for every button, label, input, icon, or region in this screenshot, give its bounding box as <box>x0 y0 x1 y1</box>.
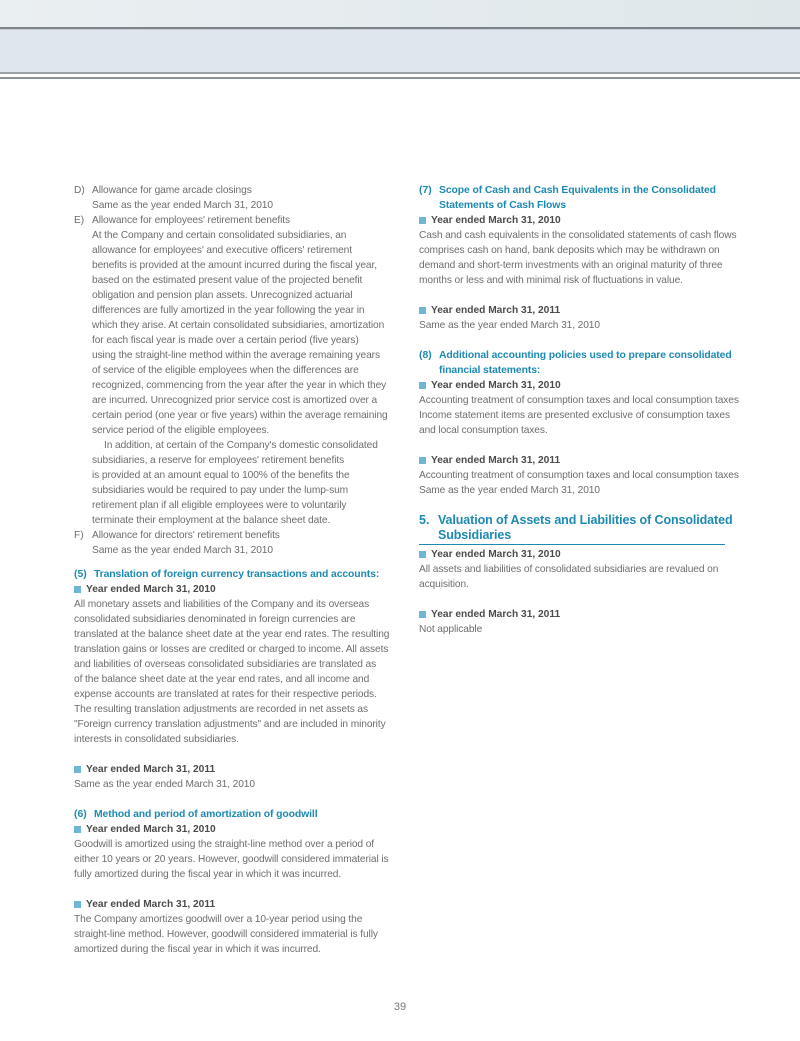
text-line: based on the estimated present value of the projected benefit <box>92 275 363 286</box>
text-line: All monetary assets and liabilities of the Company and its overseas <box>74 599 370 610</box>
header-rule <box>0 72 800 74</box>
text-line: "Foreign currency translation adjustments" and are included in minority <box>74 719 386 730</box>
year-subheading <box>74 762 394 777</box>
text-line: obligation and pension plan assets. Unrecognized actuarial <box>92 290 353 301</box>
item-title: Allowance for game arcade closings <box>92 185 252 196</box>
text-line: benefits is provided at the amount incurred during the fiscal year, <box>92 260 377 271</box>
text-line: Same as the year ended March 31, 2010 <box>419 320 600 331</box>
year-subheading <box>419 378 729 393</box>
year-label: Year ended March 31, 2011 <box>431 305 561 316</box>
year-subheading <box>419 547 729 562</box>
year-label: Year ended March 31, 2010 <box>86 824 216 835</box>
left-column <box>74 183 394 957</box>
text-line: retirement plan if all eligible employees were to voluntarily <box>92 500 347 511</box>
text-line: of the balance sheet date at the year end rates, and all income and <box>74 674 370 685</box>
heading-title: financial statements: <box>439 365 541 376</box>
text-line: In addition, at certain of the Company's domestic consolidated <box>104 440 378 451</box>
text-line: recognized, commencing from the year after the year in which they <box>92 380 387 391</box>
text-line: interests in consolidated subsidiaries. <box>74 734 239 745</box>
year-subheading <box>419 213 729 228</box>
year-subheading <box>74 897 394 912</box>
year-label: Year ended March 31, 2010 <box>431 215 561 226</box>
text-line: Same as the year ended March 31, 2010 <box>74 779 255 790</box>
text-line: service period of the eligible employees. <box>92 425 270 436</box>
text-line: expense accounts are translated at rates for their respective periods. <box>74 689 377 700</box>
heading-title: Additional accounting policies used to prepare consolidated <box>439 350 732 361</box>
text-line: fully amortized during the fiscal year in which it was incurred. <box>74 869 342 880</box>
square-bullet-icon <box>74 826 81 833</box>
text-line: The resulting translation adjustments are recorded in net assets as <box>74 704 368 715</box>
year-subheading <box>74 582 394 597</box>
text-line: Goodwill is amortized using the straight-line method over a period of <box>74 839 375 850</box>
header-top-band <box>0 0 800 27</box>
section-heading-6 <box>74 807 394 822</box>
text-line: months or less and with minimal risk of fluctuations in value. <box>419 275 683 286</box>
text-line: Not applicable <box>419 624 483 635</box>
heading-number: 5. <box>419 513 430 527</box>
heading-number: (6) <box>74 809 87 820</box>
text-line: acquisition. <box>419 579 469 590</box>
heading-title: Valuation of Assets and Liabilities of Consolidated <box>438 513 733 527</box>
item-body: Same as the year ended March 31, 2010 <box>92 545 273 556</box>
square-bullet-icon <box>419 307 426 314</box>
square-bullet-icon <box>74 586 81 593</box>
text-line: All assets and liabilities of consolidated subsidiaries are revalued on <box>419 564 719 575</box>
section-heading-7 <box>419 183 729 213</box>
text-line: Accounting treatment of consumption taxes and local consumption taxes <box>419 395 739 406</box>
text-line: and liabilities of overseas consolidated subsidiaries are translated as <box>74 659 377 670</box>
square-bullet-icon <box>419 551 426 558</box>
text-line: comprises cash on hand, bank deposits which may be withdrawn on <box>419 245 720 256</box>
text-line: translation gains or losses are credited or charged to income. All assets <box>74 644 389 655</box>
header-rule <box>0 77 800 79</box>
text-line: of service of the eligible employees when the differences are <box>92 365 359 376</box>
text-line: The Company amortizes goodwill over a 10-year period using the <box>74 914 363 925</box>
text-line: certain period (one year or five years) within the average remaining <box>92 410 388 421</box>
text-line: for each fiscal year is made over a certain period (five years) <box>92 335 359 346</box>
item-e <box>74 213 394 528</box>
text-line: Same as the year ended March 31, 2010 <box>419 485 600 496</box>
heading-number: (5) <box>74 569 87 580</box>
text-line: terminate their employment at the balance sheet date. <box>92 515 331 526</box>
square-bullet-icon <box>419 217 426 224</box>
text-line: which they arise. At certain consolidated subsidiaries, amortization <box>92 320 385 331</box>
text-line: differences are fully amortized in the year following the year in <box>92 305 365 316</box>
year-label: Year ended March 31, 2010 <box>431 380 561 391</box>
item-title: Allowance for employees' retirement benefits <box>92 215 290 226</box>
text-line: allowance for employees' and executive officers' retirement <box>92 245 352 256</box>
section-title-valuation <box>419 513 733 545</box>
item-body: Same as the year ended March 31, 2010 <box>92 200 273 211</box>
text-line: consolidated subsidiaries denominated in foreign currencies are <box>74 614 356 625</box>
section-heading-8 <box>419 348 732 378</box>
year-label: Year ended March 31, 2011 <box>86 899 216 910</box>
text-line: subsidiaries would be required to pay under the lump-sum <box>92 485 349 496</box>
square-bullet-icon <box>419 457 426 464</box>
text-line: using the straight-line method within the average remaining years <box>92 350 380 361</box>
text-line: Accounting treatment of consumption taxes and local consumption taxes <box>419 470 739 481</box>
year-label: Year ended March 31, 2010 <box>86 584 216 595</box>
heading-number: (7) <box>419 185 432 196</box>
text-line: Income statement items are presented exclusive of consumption taxes <box>419 410 730 421</box>
square-bullet-icon <box>74 901 81 908</box>
text-line: At the Company and certain consolidated subsidiaries, an <box>92 230 347 241</box>
text-line: and local consumption taxes. <box>419 425 548 436</box>
year-label: Year ended March 31, 2011 <box>86 764 216 775</box>
text-line: translated at the balance sheet date at the year end rates. The resulting <box>74 629 390 640</box>
heading-title: Subsidiaries <box>438 528 512 542</box>
year-subheading <box>419 607 729 622</box>
item-d <box>74 183 394 213</box>
year-subheading <box>419 453 729 468</box>
year-label: Year ended March 31, 2011 <box>431 455 561 466</box>
text-line: are incurred. Unrecognized prior service cost is amortized over a <box>92 395 378 406</box>
item-mark: E) <box>74 215 85 226</box>
text-line: subsidiaries, a reserve for employees' retirement benefits <box>92 455 345 466</box>
header-band <box>0 29 800 73</box>
year-label: Year ended March 31, 2010 <box>431 549 561 560</box>
text-line: amortized during the fiscal year in which it was incurred. <box>74 944 321 955</box>
year-subheading <box>419 303 729 318</box>
item-mark: D) <box>74 185 85 196</box>
text-line: demand and short-term investments with an original maturity of three <box>419 260 723 271</box>
page-number: 39 <box>393 1001 407 1013</box>
heading-title: Translation of foreign currency transactions and accounts: <box>94 569 380 580</box>
text-line: Cash and cash equivalents in the consolidated statements of cash flows <box>419 230 737 241</box>
text-line: is provided at an amount equal to 100% of the benefits the <box>92 470 350 481</box>
heading-title: Method and period of amortization of goodwill <box>94 809 318 820</box>
year-label: Year ended March 31, 2011 <box>431 609 561 620</box>
section-heading-5 <box>74 567 394 582</box>
square-bullet-icon <box>74 766 81 773</box>
item-mark: F) <box>74 530 84 541</box>
item-f <box>74 528 394 558</box>
text-line: straight-line method. However, goodwill considered immaterial is fully <box>74 929 378 940</box>
square-bullet-icon <box>419 611 426 618</box>
year-subheading <box>74 822 394 837</box>
text-line: either 10 years or 20 years. However, goodwill considered immaterial is <box>74 854 389 865</box>
heading-title: Statements of Cash Flows <box>439 200 566 211</box>
item-title: Allowance for directors' retirement benefits <box>92 530 280 541</box>
square-bullet-icon <box>419 382 426 389</box>
heading-title: Scope of Cash and Cash Equivalents in the Consolidated <box>439 185 716 196</box>
heading-number: (8) <box>419 350 432 361</box>
right-column <box>419 183 739 637</box>
